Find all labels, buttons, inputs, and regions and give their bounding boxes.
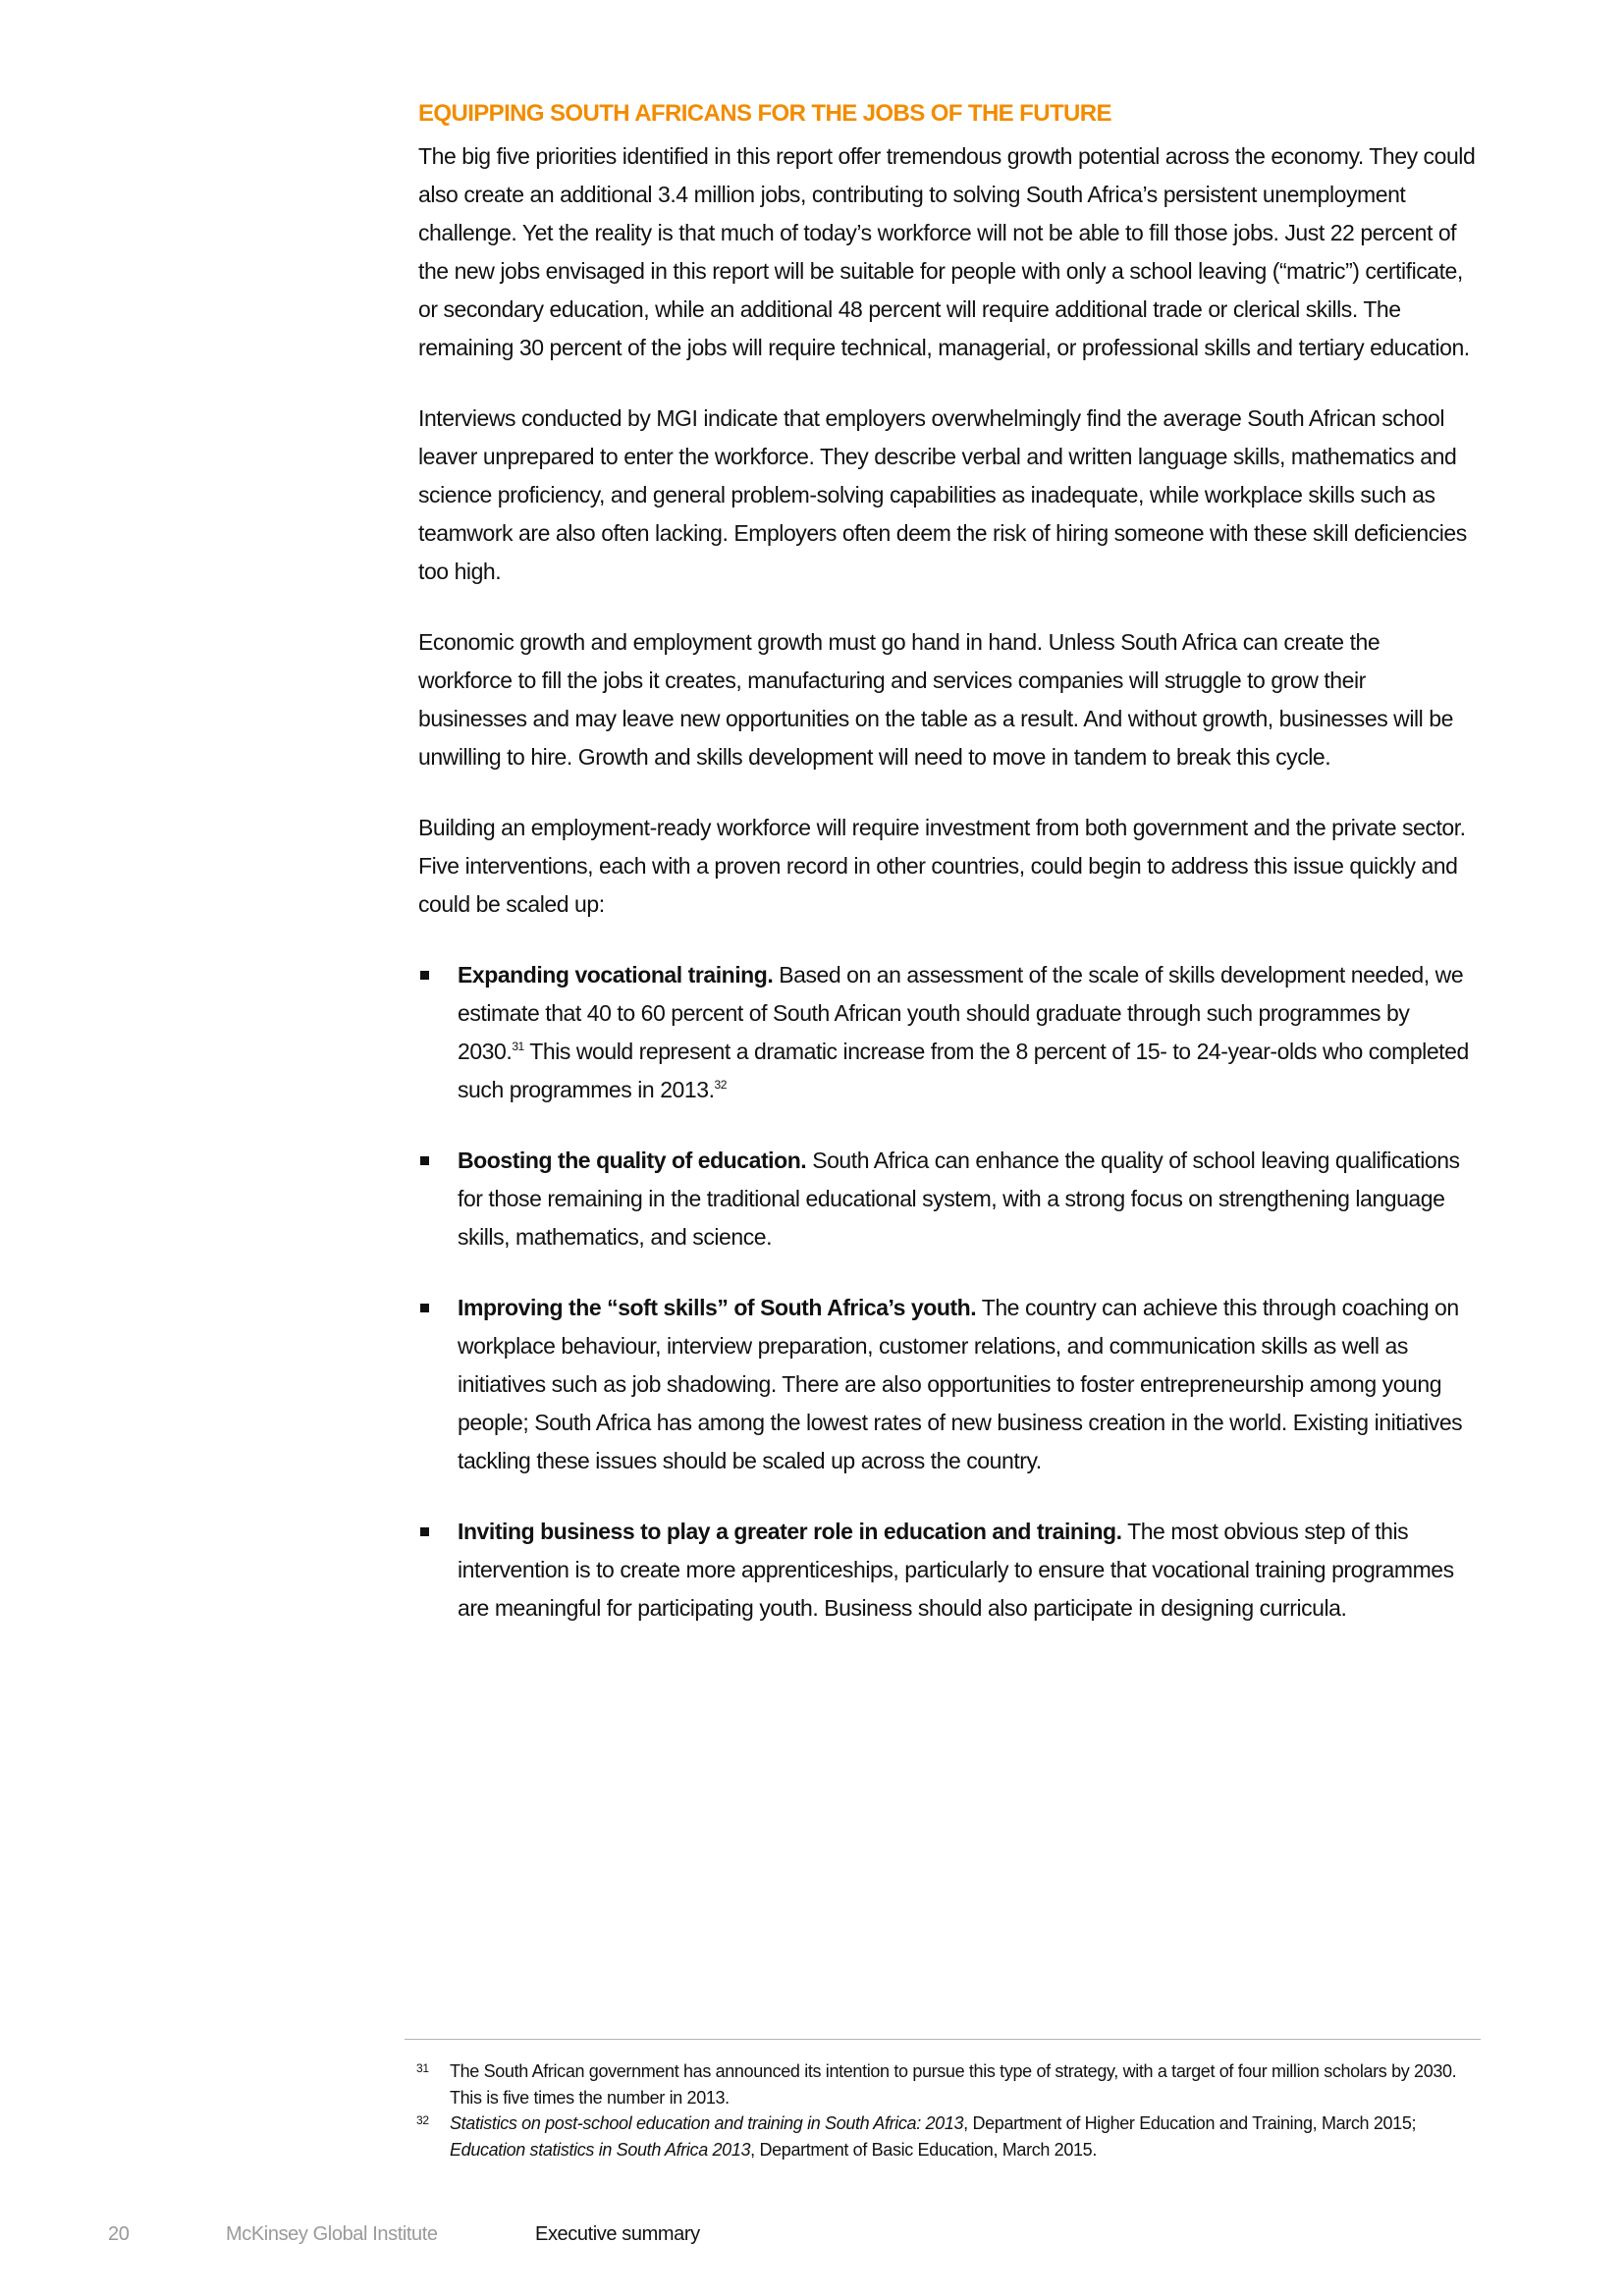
footnote-ref[interactable]: 31 <box>512 1040 524 1053</box>
footnote-text: The South African government has announced its intention to pursue this type of strategy, with a target of four million scholars by 2030. This is five times the number in 2013. <box>450 2061 1457 2108</box>
footnote-text: , Department of Higher Education and Training, March 2015; <box>963 2113 1417 2133</box>
source-title: Education statistics in South Africa 2013 <box>450 2139 751 2160</box>
footnote-text: , Department of Basic Education, March 2015. <box>750 2139 1097 2160</box>
body-column <box>418 137 1479 1660</box>
bullet-lead: Inviting business to play a greater role in education and training. <box>458 1519 1122 1544</box>
footnotes <box>405 2058 1485 2163</box>
publisher-name: McKinsey Global Institute <box>226 2223 438 2245</box>
bullet-text: South Africa can enhance the quality of school leaving qualifications for those remaining in the traditional educational system, with a strong focus on strengthening language skills, mathematics, and science. <box>458 1148 1460 1250</box>
section-heading: EQUIPPING SOUTH AFRICANS FOR THE JOBS OF THE FUTURE <box>418 100 1111 127</box>
bullet-text: This would represent a dramatic increase from the 8 percent of 15- to 24-year-olds who completed such programmes in 2013. <box>458 1039 1469 1102</box>
paragraph-interventions-intro: Building an employment-ready workforce will require investment from both government and the private sector. Five interventions, each with a proven record in other countries, could begin to address this issue quickly and could be scaled up: <box>418 815 1466 917</box>
bullet-text: The most obvious step of this intervention is to create more apprenticeships, particularly to ensure that vocational training programmes are meaningful for participating youth. Business should also participate in designing curricula. <box>458 1519 1454 1621</box>
bullet-square-icon <box>420 1304 429 1312</box>
interventions-list <box>418 956 1479 1628</box>
list-item <box>418 1513 1479 1628</box>
footnote-number: 32 <box>416 2113 429 2127</box>
page-number: 20 <box>108 2223 130 2245</box>
paragraph-growth-jobs: The big five priorities identified in this report offer tremendous growth potential across the economy. They could also create an additional 3.4 million jobs, contributing to solving South Africa’s persistent unemployment challenge. Yet the reality is that much of today’s workforce will not be able to fill those jobs. Just 22 percent of the new jobs envisaged in this report will be suitable for people with only a school leaving (“matric”) certificate, or secondary education, while an additional 48 percent will require additional trade or clerical skills. The remaining 30 percent of the jobs will require technical, managerial, or professional skills and tertiary education. <box>418 143 1476 360</box>
footnote-32 <box>405 2110 1485 2163</box>
paragraph-growth-skills-cycle: Economic growth and employment growth must go hand in hand. Unless South Africa can create the workforce to fill the jobs it creates, manufacturing and services companies will struggle to grow their businesses and may leave new opportunities on the table as a result. And without growth, businesses will be unwilling to hire. Growth and skills development will need to move in tandem to break this cycle. <box>418 629 1453 770</box>
bullet-text: Based on an assessment of the scale of skills development needed, we estimate that 40 to 60 percent of South African youth should graduate through such programmes by 2030. <box>458 962 1464 1064</box>
list-item <box>418 1142 1479 1256</box>
bullet-lead: Expanding vocational training. <box>458 962 774 988</box>
list-item <box>418 1289 1479 1480</box>
footnote-ref[interactable]: 32 <box>714 1078 727 1092</box>
footnote-divider <box>405 2039 1481 2040</box>
section-name: Executive summary <box>535 2223 700 2245</box>
list-item <box>418 956 1479 1109</box>
source-title: Statistics on post-school education and training in South Africa: 2013 <box>450 2113 964 2133</box>
bullet-lead: Boosting the quality of education. <box>458 1148 807 1173</box>
footnote-number: 31 <box>416 2061 429 2075</box>
footnote-31 <box>405 2058 1485 2110</box>
bullet-square-icon <box>420 1156 429 1165</box>
bullet-square-icon <box>420 971 429 980</box>
bullet-square-icon <box>420 1527 429 1536</box>
paragraph-employer-interviews: Interviews conducted by MGI indicate that employers overwhelmingly find the average South African school leaver unprepared to enter the workforce. They describe verbal and written language skills, mathematics and science proficiency, and general problem-solving capabilities as inadequate, while workplace skills such as teamwork are also often lacking. Employers often deem the risk of hiring someone with these skill deficiencies too high. <box>418 405 1467 584</box>
bullet-text: The country can achieve this through coaching on workplace behaviour, interview preparation, customer relations, and communication skills as well as initiatives such as job shadowing. There are also opportunities to foster entrepreneurship among young people; South Africa has among the lowest rates of new business creation in the world. Existing initiatives tackling these issues should be scaled up across the country. <box>458 1295 1463 1473</box>
bullet-lead: Improving the “soft skills” of South Africa’s youth. <box>458 1295 977 1320</box>
